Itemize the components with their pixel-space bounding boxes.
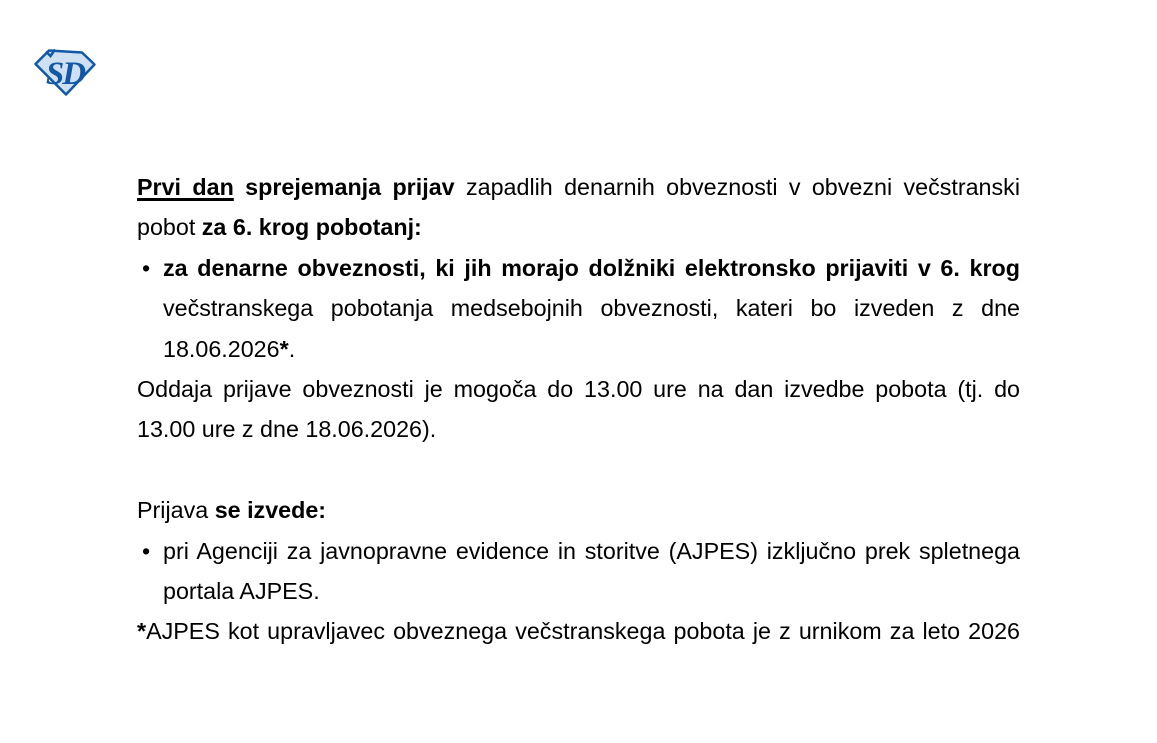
obligation-regular-text: večstranskega pobotanja medsebojnih obveznosti, kateri bo izveden z dne 18.06.2026: [163, 295, 1020, 362]
intro-bold-tail-text: za 6. krog pobotanj:: [201, 214, 422, 241]
obligation-bold-text: za denarne obveznosti, ki jih morajo dolžniki elektronsko prijaviti v 6. krog: [163, 254, 1020, 281]
ajpes-bullet-item: [137, 531, 1020, 612]
ajpes-bullet-text: pri Agenciji za javnopravne evidence in storitve (AJPES) izključno prek spletnega portala AJPES.: [163, 537, 1020, 605]
intro-regular-text: zapadlih denarnih obveznosti v obvezni večstranski pobot: [137, 174, 1020, 241]
logo: [33, 47, 97, 97]
logo-letters: SD: [45, 56, 85, 92]
document-content: [137, 167, 1020, 652]
submission-regular-text: Prijava: [137, 497, 215, 524]
obligation-asterisk: *: [279, 335, 289, 362]
footnote-text: AJPES kot upravljavec obveznega večstranskega pobota je z urnikom za leto 2026: [146, 618, 1020, 645]
obligation-period: .: [288, 335, 296, 362]
deadline-paragraph: Oddaja prijave obveznosti je mogoča do 13.00 ure na dan izvedbe pobota (tj. do 13.00 ure z dne 18.06.2026).: [137, 376, 1020, 443]
footnote-paragraph: [137, 611, 1020, 651]
intro-paragraph: [137, 167, 1020, 248]
sd-diamond-logo: [33, 47, 97, 97]
footnote-asterisk: *: [137, 618, 147, 645]
obligation-bullet-item: [137, 248, 1020, 369]
bullet-marker-icon: •: [142, 254, 151, 281]
submission-bold-text: se izvede:: [214, 497, 327, 524]
bullet-marker-icon: •: [142, 537, 151, 564]
submission-heading: [137, 490, 1020, 530]
intro-bold-lead-text: sprejemanja prijav: [233, 174, 466, 200]
intro-bold-underlined-text: Prvi dan: [137, 174, 234, 200]
